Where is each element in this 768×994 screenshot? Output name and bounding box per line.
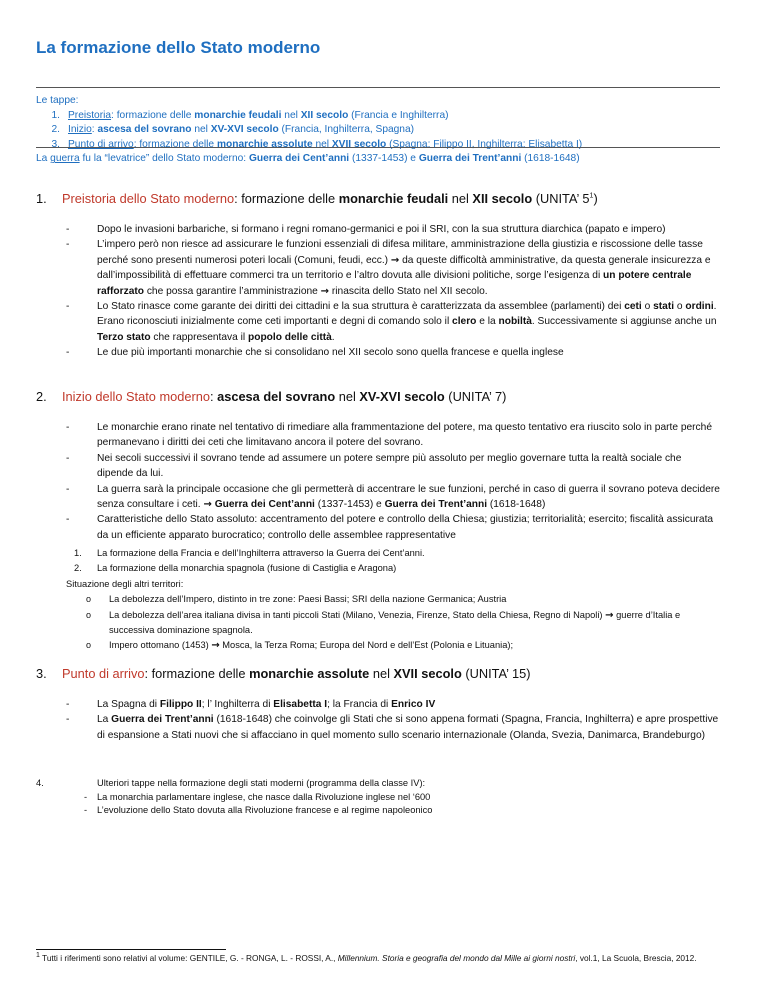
list-item: - L’evoluzione dello Stato dovuta alla Rivoluzione francese e al regime napoleonico bbox=[84, 805, 433, 815]
subheading: Situazione degli altri territori: bbox=[66, 578, 184, 589]
list-item: - Caratteristiche dello Stato assoluto: accentramento del potere e controllo della Chiesa; giustizia; territorialità; esercito; fiscalità assicurata da un efficiente apparato burocratico; controllo delle assemblee rappresentative bbox=[66, 512, 720, 543]
link-preistoria[interactable]: Preistoria bbox=[68, 109, 112, 121]
list-item: o La debolezza dell’area italiana divisa in tanti piccoli Stati (Milano, Venezia, Firenze, Stato della Chiesa, Regno di Napoli) → guerre d’Italia e successiva dominazione spagnola. bbox=[66, 608, 720, 639]
arrow-right-icon: → bbox=[211, 640, 220, 652]
section-2-heading: 2. Inizio dello Stato moderno: ascesa del sovrano nel XV-XVI secolo (UNITA’ 7) bbox=[36, 389, 507, 404]
section-1-list bbox=[66, 222, 720, 361]
list-item: o Impero ottomano (1453) → Mosca, la Terza Roma; Europa del Nord e dell’Est (Polonia e Lituania); bbox=[66, 638, 720, 653]
section-3-list bbox=[66, 697, 720, 743]
footnote-divider bbox=[36, 949, 226, 950]
section-2-sublist bbox=[66, 546, 720, 654]
summary-step-2: 2. Inizio: ascesa del sovrano nel XV-XVI secolo (Francia, Inghilterra, Spagna) bbox=[51, 124, 415, 136]
list-item: 1. La formazione della Francia e dell’Inghilterra attraverso la Guerra dei Cent’anni. bbox=[74, 548, 425, 558]
arrow-right-icon: → bbox=[320, 285, 330, 297]
link-punto-di-arrivo[interactable]: Punto di arrivo bbox=[68, 138, 134, 150]
list-item: - Lo Stato rinasce come garante dei diritti dei cittadini e la sua struttura è caratterizzata da assemblee (parlamenti) dei ceti o stati o ordini. Erano riconosciuti inizialmente come ceti importanti e degni di comando solo il clero e la nobiltà. Successivamente si aggiunse anche un Terzo stato che rappresentava il popolo delle città. bbox=[66, 299, 720, 345]
section-2-list bbox=[66, 420, 720, 543]
list-item: 2. La formazione della monarchia spagnola (fusione di Castiglia e Aragona) bbox=[74, 563, 397, 574]
list-item: - Le due più importanti monarchie che si consolidano nel XII secolo sono quella francese e quella inglese bbox=[66, 345, 720, 360]
summary-step-3: 3. Punto di arrivo: formazione delle monarchie assolute nel XVII secolo (Spagna: Filippo II, Inghilterra: Elisabetta I) bbox=[51, 138, 583, 150]
list-item: - Nei secoli successivi il sovrano tende ad assumere un potere sempre più assoluto per meglio governare tutta la realtà sociale che dipende da lui. bbox=[66, 451, 720, 482]
link-inizio[interactable]: Inizio bbox=[68, 124, 92, 136]
list-item: - La guerra sarà la principale occasione che gli permetterà di accentrare le sue funzioni, perché in caso di guerra il sovrano poteva decidere senza consultare i ceti. → Guerra dei Cent’anni (1337-1453) e Guerra dei Trent’anni (1618-1648) bbox=[66, 482, 720, 513]
page-title: La formazione dello Stato moderno bbox=[36, 38, 321, 57]
divider bbox=[36, 147, 720, 148]
footnote-ref: 1 bbox=[589, 192, 594, 200]
list-item: - La Guerra dei Trent’anni (1618-1648) che coinvolge gli Stati che si sono appena formati (Spagna, Francia, Inghilterra) e apre prospettive di espansione a Stati nuovi che si affacciano in quel momento sullo scenario internazionale (Olanda, Svezia, Danimarca, Brandeburgo) bbox=[66, 712, 720, 743]
arrow-right-icon: → bbox=[605, 609, 614, 621]
list-item: - Dopo le invasioni barbariche, si formano i regni romano-germanici e poi il SRI, con la sua struttura diarchica (papato e impero) bbox=[66, 222, 720, 237]
section-4 bbox=[36, 777, 720, 818]
link-guerra[interactable]: guerra bbox=[50, 153, 80, 165]
arrow-right-icon: → bbox=[390, 254, 400, 266]
list-item: - La monarchia parlamentare inglese, che nasce dalla Rivoluzione inglese nel ‘600 bbox=[84, 791, 431, 802]
section-1-heading: 1. Preistoria dello Stato moderno: formazione delle monarchie feudali nel XII secolo (UNITA’ $5^1$) bbox=[36, 191, 598, 206]
section-3-heading: 3. Punto di arrivo: formazione delle monarchie assolute nel XVII secolo (UNITA’ 15) bbox=[36, 666, 531, 681]
list-item: - Le monarchie erano rinate nel tentativo di rimediare alla frammentazione del potere, ma questo tentativo era riuscito solo in parte perché permanevano i diritti dei ceti che limitavano ancora il potere del sovrano. bbox=[66, 420, 720, 451]
list-item: - L’impero però non riesce ad assicurare le funzioni essenziali di difesa militare, amministrazione della giustizia e riscossione delle tasse perché sono presenti numerosi poteri locali (Comuni, feudi, ecc.) → da queste difficoltà amministrative, da questa generale insicurezza e dall’impossibilità di effettuare commerci tra un territorio e l’altro dovuta alle divisioni politiche, sorge l’esigenza di un potere centrale rafforzato che possa garantire l’amministrazione → rinascita dello Stato nel XII secolo. bbox=[66, 237, 720, 299]
arrow-right-icon: → bbox=[203, 499, 212, 511]
summary-step-1: 1. Preistoria: formazione delle monarchie feudali nel XII secolo (Francia e Inghilterra) bbox=[51, 109, 449, 121]
footnote: $^1$ Tutti i riferimenti sono relativi al volume: GENTILE, G. - RONGA, L. - ROSSI, A., Millennium. Storia e geografia del mondo dal Mille ai giorni nostri, vol.1, La Scuola, Brescia, 2012. bbox=[36, 952, 697, 963]
summary-box bbox=[36, 94, 720, 167]
summary-intro: Le tappe: bbox=[36, 95, 79, 106]
section-4-heading: 4. Ulteriori tappe nella formazione degli stati moderni (programma della classe IV): bbox=[36, 778, 426, 788]
list-item: o La debolezza dell’Impero, distinto in tre zone: Paesi Bassi; SRI della nazione Germanica; Austria bbox=[66, 592, 720, 607]
divider bbox=[36, 87, 720, 88]
summary-war: La guerra fu la “levatrice” dello Stato moderno: Guerra dei Cent’anni (1337-1453) e Guerra dei Trent’anni (1618-1648) bbox=[36, 153, 580, 165]
list-item: - La Spagna di Filippo II; l’ Inghilterra di Elisabetta I; la Francia di Enrico IV bbox=[66, 697, 720, 712]
